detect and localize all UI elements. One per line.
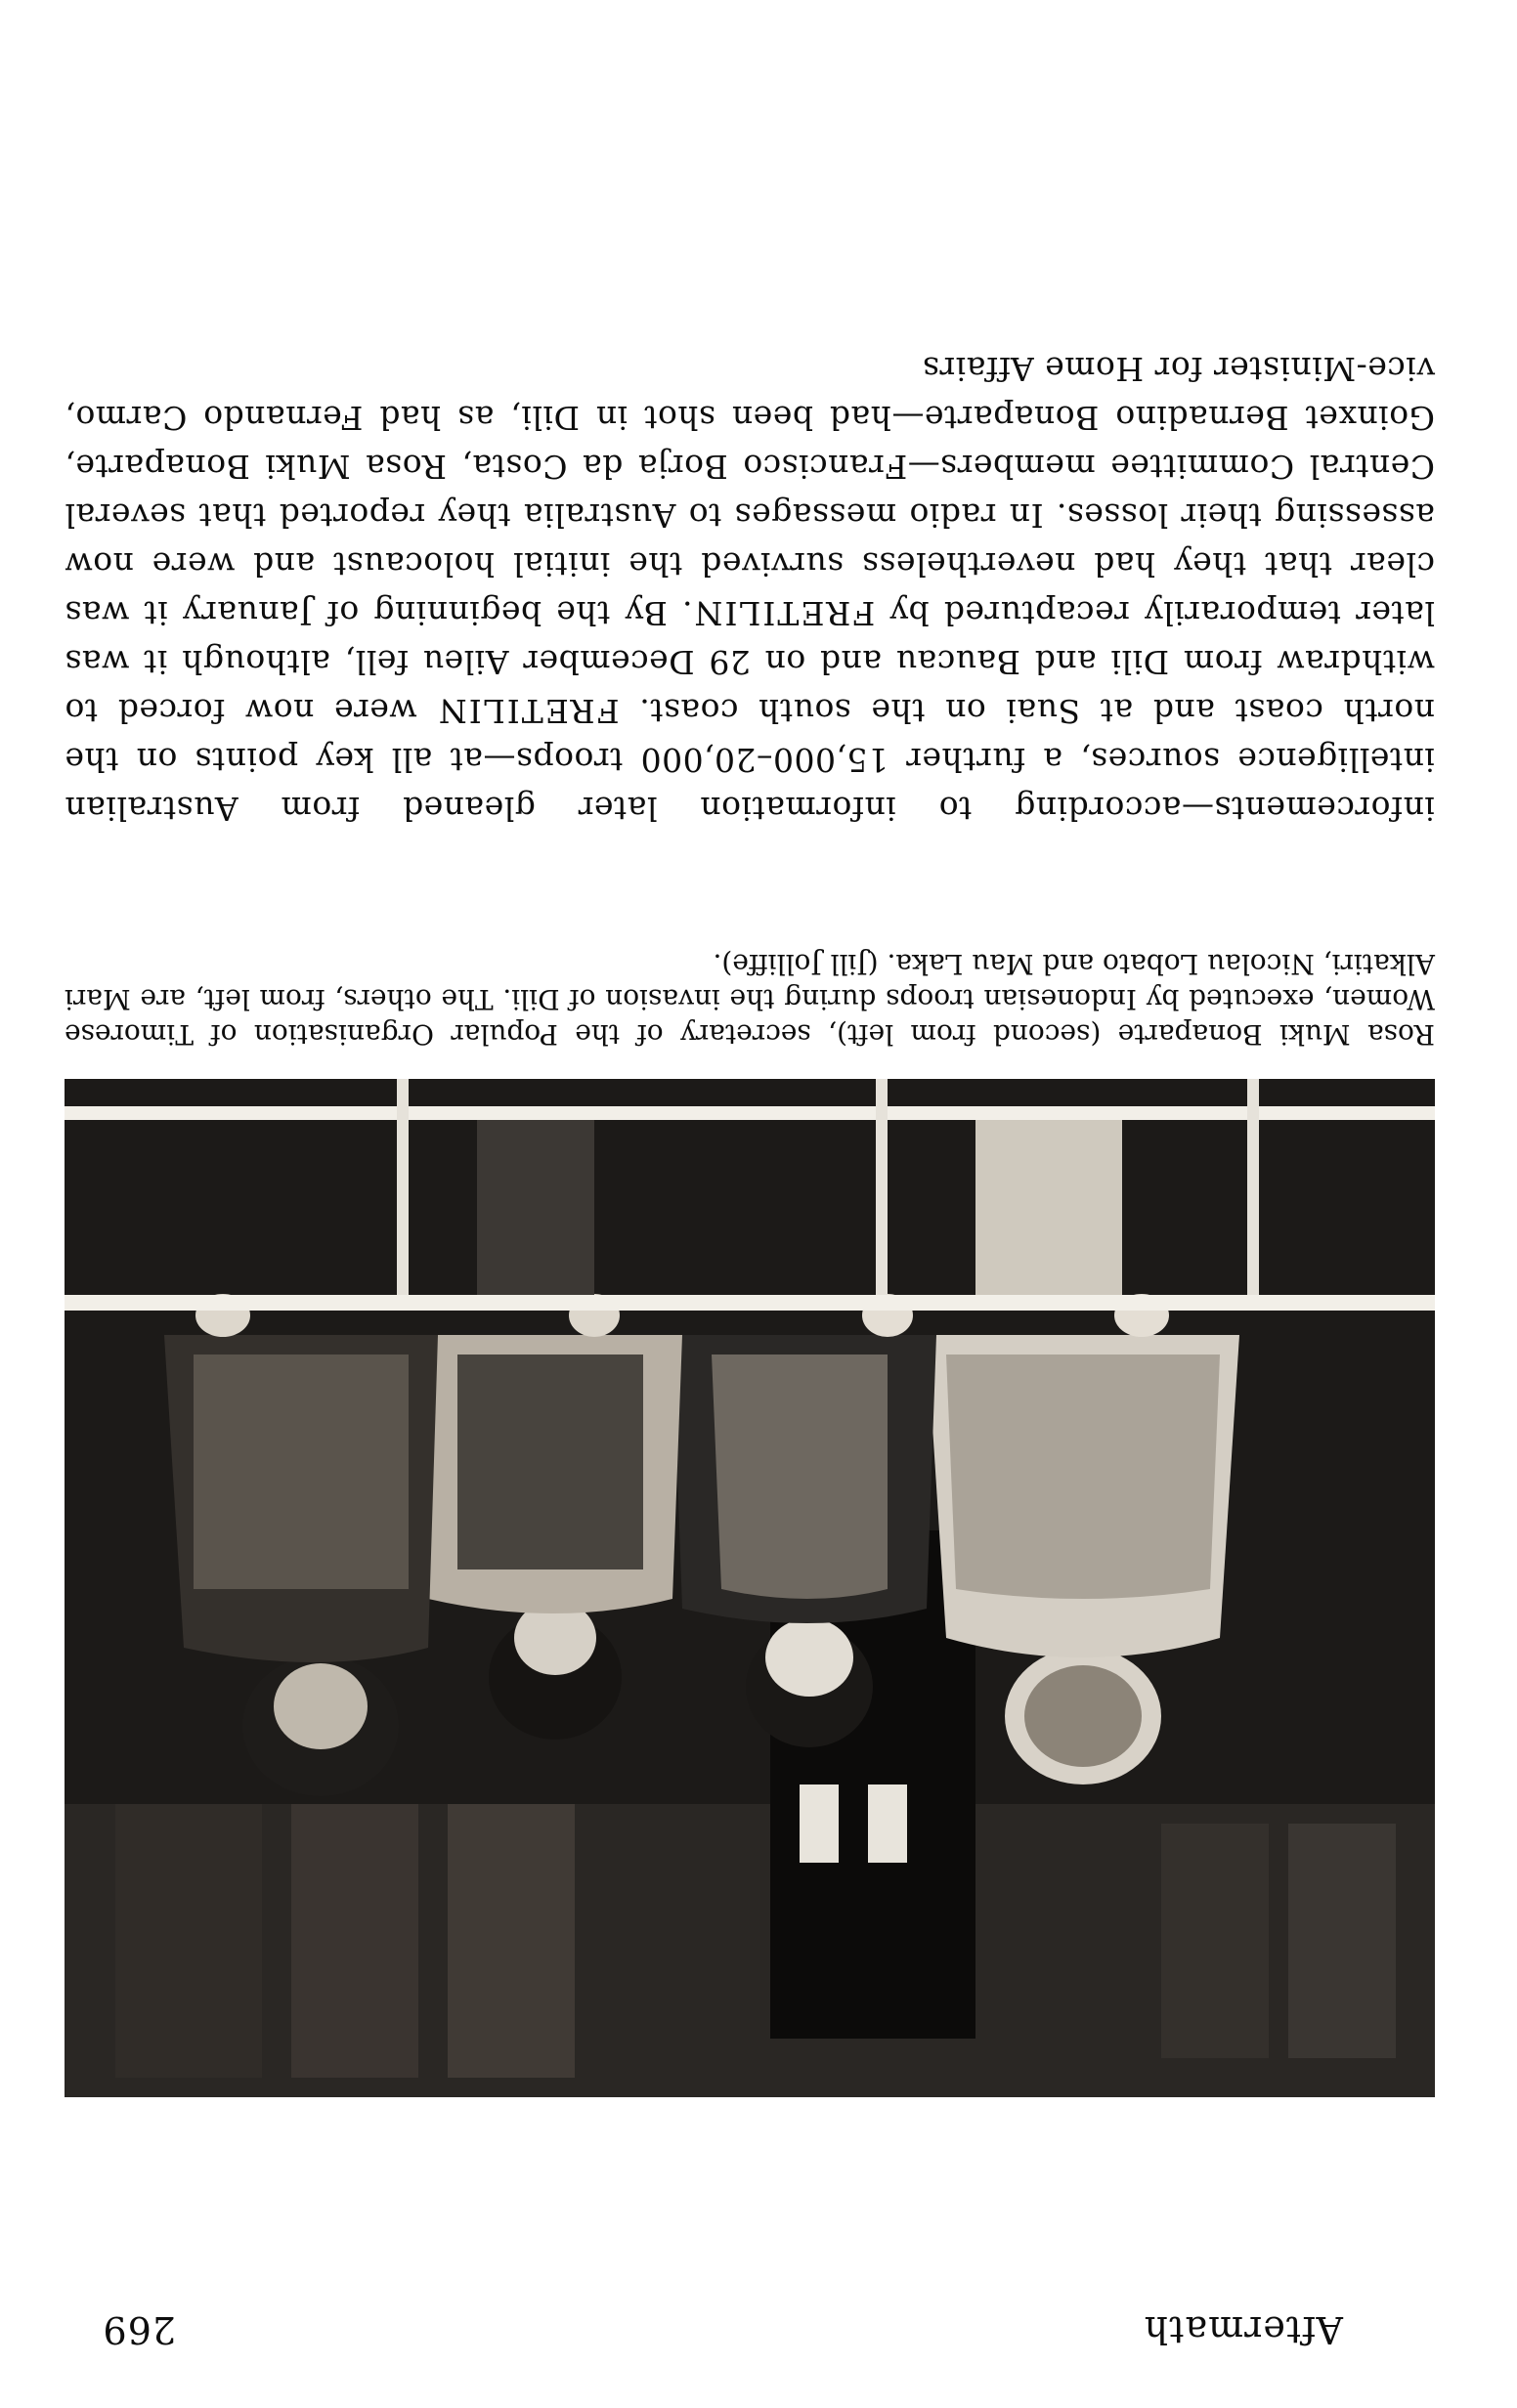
- page-number: 269: [102, 2308, 176, 2351]
- fretilin-small-caps: FRETILIN: [692, 594, 876, 632]
- photo-caption: Rosa Muki Bonaparte (second from left), secretary of the Popular Organisation of Timorese Women, executed by Indonesian troops during the invasion of Dili. The others, from left, are Mari Alkatiri, Nicolau Lobato and Mau Laka. (Jill Jolliffe).: [65, 948, 1435, 1051]
- photograph-of-women-icon: [65, 1079, 1435, 2097]
- chapter-title: Aftermath: [1143, 2308, 1343, 2351]
- body-text-part-2: were now forced to withdraw from Dili and Baucau and on 29 December Aileu fell, although it was later temporarily recaptured by: [65, 594, 1435, 730]
- body-text-part-1: inforcements—according to information later gleaned from Australian intelligence sources, a further 15,000–20,000 troops—at all key points on the north coast and at Suai on the south coast.: [65, 692, 1435, 828]
- running-head: [0, 2293, 1517, 2351]
- photograph: [65, 1079, 1435, 2097]
- body-paragraph: [65, 344, 1435, 833]
- body-text-part-3: . By the beginning of January it was clear that they had nevertheless survived the initial holocaust and were now assessing their losses. In radio messages to Australia they reported that several Central Committee members—Francisco Borja da Costa, Rosa Muki Bonaparte, Goinxet Bernadino Bonaparte—had been shot in Dili, as had Fernando Carmo, vice-Minister for Home Affairs: [65, 350, 1435, 632]
- fretilin-small-caps: FRETILIN: [436, 692, 620, 730]
